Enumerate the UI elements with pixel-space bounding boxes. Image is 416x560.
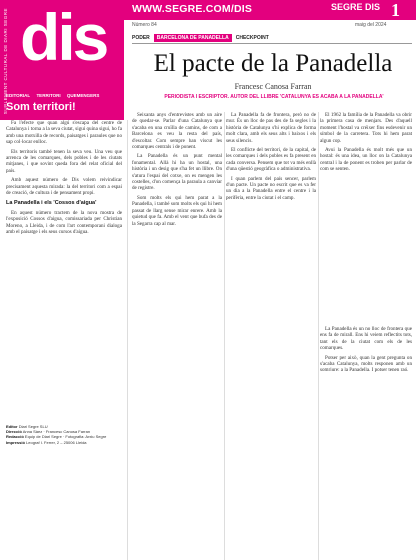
tag-quemengers[interactable]: QUEMENGERS	[66, 93, 100, 98]
header-divider	[132, 43, 412, 44]
credit-line: Direcció Anna Sàez · Francesc Canosa Farran	[6, 429, 91, 435]
article-paragraph: Som molts els qui hem parat a la Panadella, i també som molts els qui hi hem passat de llarg sense mirar enrere. Amb la quietud que fa. Amb el vent que bufa des de la Segarra cap al mar.	[132, 194, 222, 227]
credits-box	[6, 424, 122, 445]
credit-line: Redacció Equip de Diari Segre · Fotografia: Arxiu Segre	[6, 434, 107, 440]
section-subheader	[132, 34, 269, 42]
article-paragraph: La Panadella fa de frontera, però no de mur. És un lloc de pas des de fa segles i la història de Catalunya s'hi explica de forma molt clara, amb els seus alts i baixos i els seus silencis.	[226, 112, 316, 144]
article-paragraph: Potser per això, quan la gent pregunta on s'acaba Catalunya, molts responen amb un somriure: a la Panadella. I potser tenen raó.	[320, 354, 412, 374]
column-divider	[318, 112, 319, 560]
masthead	[0, 0, 124, 120]
article-column-1	[132, 112, 222, 560]
column-divider	[224, 112, 225, 560]
masthead-vertical-text: SUPLEMENT CULTURAL DE DIARI SEGRE	[3, 8, 8, 115]
dis-logo: dis	[20, 0, 107, 74]
article-paragraph: Seixanta anys d'entrevistes amb un aire de quedar-se. Parlar d'una Catalunya que s'acaba en una cruïlla de camins, de com a Barcelona es veu la resta del país, d'escoltar. Com sempre han viscut les comarques centrals i de ponent.	[132, 112, 222, 151]
issue-date: maig del 2024	[355, 22, 387, 28]
tag-territori[interactable]: TERRITORI	[36, 93, 61, 98]
tag-editorial[interactable]: EDITORIAL	[6, 93, 31, 98]
article-paragraph: El 1962 la família de la Panadella va obrir la primera casa de menjars. Des d'aquell moment l'hostal va créixer fins esdevenir un símbol de la carretera. Tots hi hem parat algun cop.	[320, 112, 412, 144]
subheader-tag: BARCELONA DE PANADELLA	[154, 34, 232, 42]
article-title: El pacte de la Panadella	[153, 50, 393, 77]
sidebar-headline: Som territori!	[6, 101, 76, 113]
issue-number: Número 84	[132, 22, 157, 28]
subheader-left: PODER	[132, 35, 150, 41]
sidebar-paragraph: Fa l'efecte que quan algú s'escapa del centre de Catalunya i torna a la seva ciutat, sigui quina sigui, ho fa amb una motxilla de records, paisatges i paraules que no sap col·locar enlloc.	[6, 120, 122, 146]
column-divider	[127, 120, 128, 560]
credit-line: Impressió Leograf I. Ferrer, 2 – 25006 Lleida	[6, 439, 87, 445]
category-tags	[6, 93, 104, 98]
article-paragraph: Avui la Panadella és molt més que un hostal: és una idea, un lloc on la Catalunya central i la de ponent es troben per parlar de com se senten.	[320, 147, 412, 173]
sidebar-column	[6, 120, 122, 416]
credit-line: Editor Diari Segre SLU	[6, 424, 48, 429]
article-paragraph: La Panadella és un punt mental fonamental. Allà hi ha un hostal, una història i un desig que s'ha fet un llibre. On s'atura l'espai del cotxe, on es mengen les costelles, d'on comença la paraula a canviar de registre.	[132, 153, 222, 192]
page-number: 1	[391, 0, 400, 20]
subheader-right: CHECKPOINT	[235, 35, 269, 41]
article-paragraph: El conflicte del territori, de la capital, de les comarques i dels pobles es fa present en cada conversa. Pensem que tot va més enllà d'una qüestió geogràfica o administrativa.	[226, 147, 316, 173]
article-column-4	[320, 326, 412, 560]
site-url[interactable]: WWW.SEGRE.COM/DIS	[132, 3, 253, 15]
article-column-3	[320, 112, 412, 320]
sidebar-section-heading: La Panadella i els 'Cossos d'aigua'	[6, 200, 97, 207]
article-column-2	[226, 112, 316, 560]
sidebar-paragraph: Els territoris també tenen la seva veu. Una veu que arrenca de les comarques, dels pobles i de les ciutats mitjanes, i que sovint queda fora del relat oficial del país.	[6, 148, 122, 174]
article-author: Francesc Canosa Farran	[234, 82, 312, 91]
sidebar-paragraph: Amb aquest número de Dis volem reivindicar precisament aquesta mirada: la del territori com a espai de creació, de cultura i de pensament propi.	[6, 177, 122, 197]
magazine-name: SEGRE DIS	[331, 2, 381, 12]
sidebar-paragraph: En aquest número tractem de la nova mostra de l'exposició Cossos d'aigua, comissariada per Christian Moreno, a Lleida, i de com l'art contemporani dialoga amb el paisatge i els seus cursos d'aigua.	[6, 209, 122, 236]
article-paragraph: La Panadella és un no lloc de frontera que ens fa de mirall. Ens hi veiem reflectits tots, tant els de la ciutat com els de les comarques.	[320, 326, 412, 352]
article-lede: PERIODISTA I ESCRIPTOR. AUTOR DEL LLIBRE 'CATALUNYA ES ACABA A LA PANADELLA'	[164, 94, 384, 100]
article-paragraph: I quan parlem del país sencer, parlem d'un pacte. Un pacte no escrit que es va fer un dia a la Panadella entre el centre i la perifèria, entre la ciutat i el camp.	[226, 175, 316, 201]
